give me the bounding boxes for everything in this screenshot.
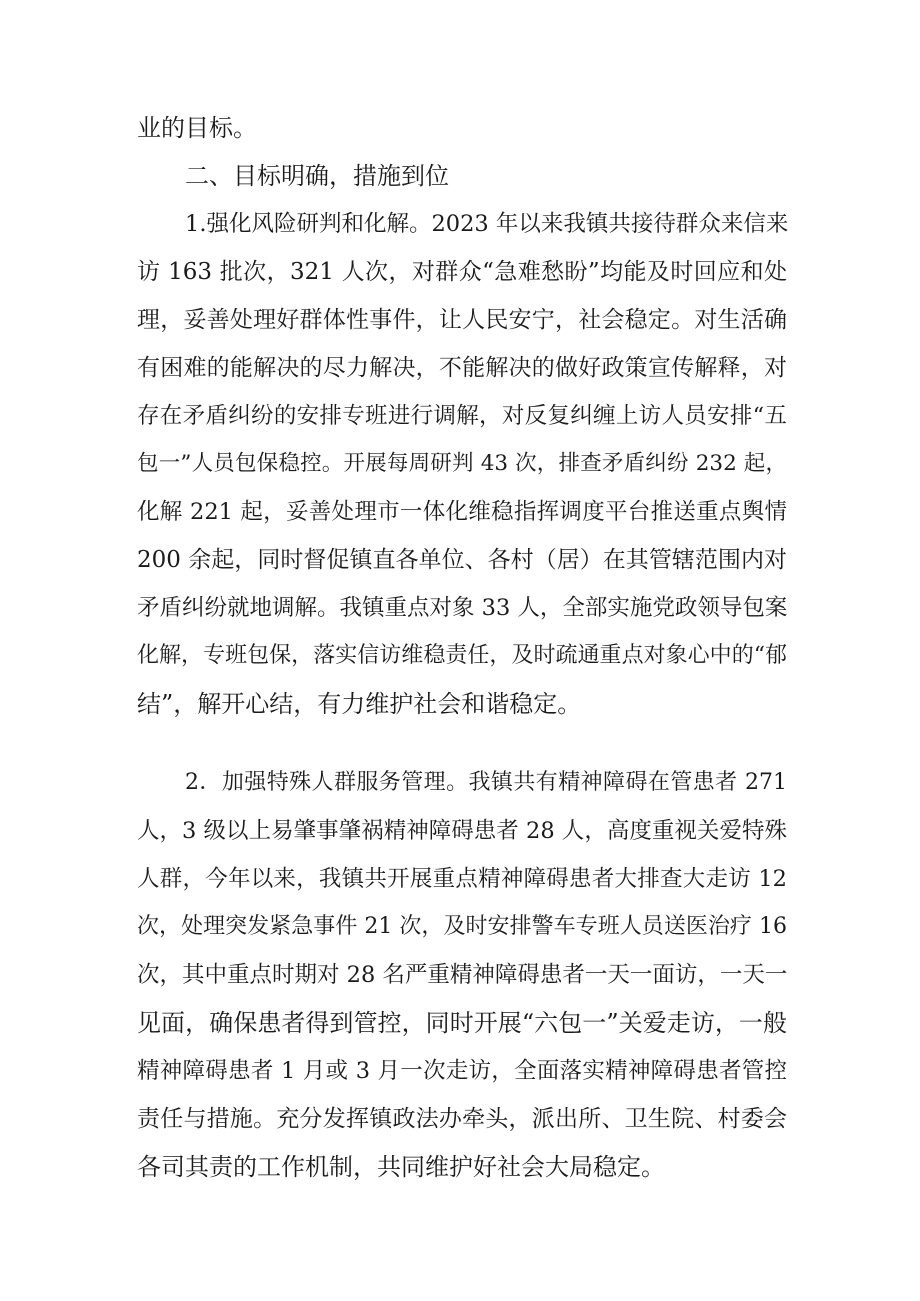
- paragraph-line: 责任与措施。充分发挥镇政法办牵头，派出所、卫生院、村委会: [137, 1106, 787, 1132]
- paragraph-line: 次，处理突发紧急事件 21 次，及时安排警车专班人员送医治疗 16: [137, 914, 787, 939]
- paragraph-line: 各司其责的工作机制，共同维护好社会大局稳定。: [137, 1153, 665, 1181]
- paragraph-line: 200 余起，同时督促镇直各单位、各村（居）在其管辖范围内对: [137, 547, 787, 573]
- paragraph-line: 结”，解开心结，有力维护社会和谐稳定。: [137, 690, 582, 718]
- paragraph-line: 化解 221 起，妥善处理市一体化维稳指挥调度平台推送重点舆情: [137, 499, 787, 525]
- paragraph-line: 1.强化风险研判和化解。2023 年以来我镇共接待群众来信来: [185, 211, 789, 237]
- paragraph-line: 包一”人员包保稳控。开展每周研判 43 次，排查矛盾纠纷 232 起，: [137, 451, 787, 476]
- paragraph-line: 人群，今年以来，我镇共开展重点精神障碍患者大排查大走访 12: [137, 866, 787, 892]
- paragraph-line: 存在矛盾纠纷的安排专班进行调解，对反复纠缠上访人员安排“五: [137, 403, 787, 429]
- paragraph-continuation-line: 业的目标。: [137, 114, 257, 142]
- paragraph-line: 2．加强特殊人群服务管理。我镇共有精神障碍在管患者 271: [185, 770, 787, 795]
- paragraph-line: 理，妥善处理好群体性事件，让人民安宁，社会稳定。对生活确: [137, 307, 787, 333]
- paragraph-line: 访 163 批次，321 人次，对群众“急难愁盼”均能及时回应和处: [137, 259, 787, 285]
- paragraph-line: 精神障碍患者 1 月或 3 月一次走访，全面落实精神障碍患者管控: [137, 1058, 787, 1084]
- paragraph-line: 有困难的能解决的尽力解决，不能解决的做好政策宣传解释，对: [137, 355, 787, 381]
- section-heading: 二、目标明确，措施到位: [185, 162, 449, 190]
- paragraph-line: 化解，专班包保，落实信访维稳责任，及时疏通重点对象心中的“郁: [137, 643, 787, 668]
- paragraph-line: 矛盾纠纷就地调解。我镇重点对象 33 人，全部实施党政领导包案: [137, 595, 788, 621]
- paragraph-line: 次，其中重点时期对 28 名严重精神障碍患者一天一面访，一天一: [137, 962, 788, 988]
- paragraph-line: 人，3 级以上易肇事肇祸精神障碍患者 28 人，高度重视关爱特殊: [137, 818, 787, 844]
- paragraph-line: 见面，确保患者得到管控，同时开展“六包一”关爱走访，一般: [137, 1009, 787, 1037]
